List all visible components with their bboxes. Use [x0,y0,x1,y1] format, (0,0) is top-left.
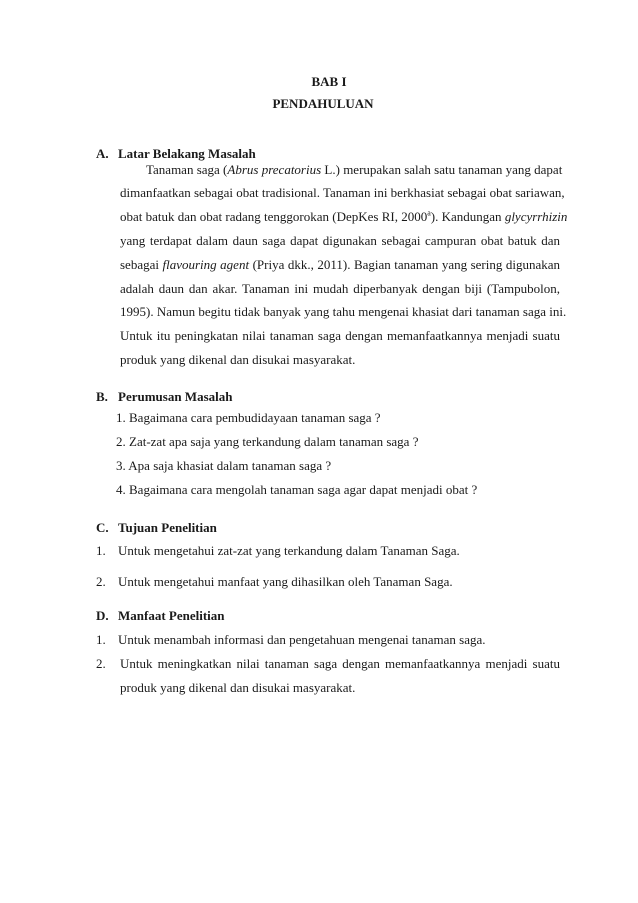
list-item: 1. Bagaimana cara pembudidayaan tanaman saga ? [116,410,381,425]
list-text: Untuk menambah informasi dan pengetahuan mengenai tanaman saga. [118,632,486,647]
paragraph-line: dimanfaatkan sebagai obat tradisional. Tanaman ini berkhasiat sebagai obat sariawan, [120,185,565,200]
paragraph-line: 1995). Namun begitu tidak banyak yang tahu mengenai khasiat dari tanaman saga ini. [120,304,567,319]
section-a-heading: Latar Belakang Masalah [118,146,256,161]
chapter-title: PENDAHULUAN [272,96,374,111]
list-text-continuation: produk yang dikenal dan disukai masyarakat. [120,680,356,695]
list-number: 2. [96,574,106,589]
paragraph-line: obat batuk dan obat radang tenggorokan (DepKes RI, 2000$^a$). Kandungan glycyrrhizin [120,208,568,224]
section-b-heading: Perumusan Masalah [118,389,233,404]
paragraph-line: produk yang dikenal dan disukai masyarakat. [120,352,356,367]
paragraph-line: Tanaman saga (Abrus precatorius L.) merupakan salah satu tanaman yang dapat [146,162,563,177]
section-b-letter: B. [96,389,108,404]
list-number: 1. [96,632,106,647]
section-c-title [96,520,217,536]
paragraph-line: Untuk itu peningkatan nilai tanaman saga dengan memanfaatkannya menjadi suatu [120,328,560,343]
section-a-title [96,146,256,162]
paragraph-line: sebagai flavouring agent (Priya dkk., 2011). Bagian tanaman yang sering digunakan [120,257,561,272]
chapter-number: BAB I [311,74,347,89]
section-d-title [96,608,225,624]
paragraph-line: adalah daun dan akar. Tanaman ini mudah diperbanyak dengan biji (Tampubolon, [120,281,560,296]
section-b-title [96,389,232,405]
list-number: 1. [96,543,106,558]
section-a-letter: A. [96,146,109,161]
list-item: 3. Apa saja khasiat dalam tanaman saga ? [116,458,332,473]
list-number: 2. [96,656,106,671]
section-c-letter: C. [96,520,109,535]
list-item [96,632,486,648]
list-item [96,543,460,559]
list-text: Untuk mengetahui manfaat yang dihasilkan oleh Tanaman Saga. [118,574,453,589]
list-item: 4. Bagaimana cara mengolah tanaman saga agar dapat menjadi obat ? [116,482,478,497]
list-item [96,574,453,590]
list-text: Untuk meningkatkan nilai tanaman saga dengan memanfaatkannya menjadi suatu [120,656,560,671]
section-d-letter: D. [96,608,109,623]
list-text: Untuk mengetahui zat-zat yang terkandung dalam Tanaman Saga. [118,543,460,558]
list-item: 2. Zat-zat apa saja yang terkandung dalam tanaman saga ? [116,434,419,449]
section-c-heading: Tujuan Penelitian [118,520,217,535]
paragraph-line: yang terdapat dalam daun saga dapat digunakan sebagai campuran obat batuk dan [120,233,560,248]
list-item [96,656,560,672]
section-d-heading: Manfaat Penelitian [118,608,225,623]
